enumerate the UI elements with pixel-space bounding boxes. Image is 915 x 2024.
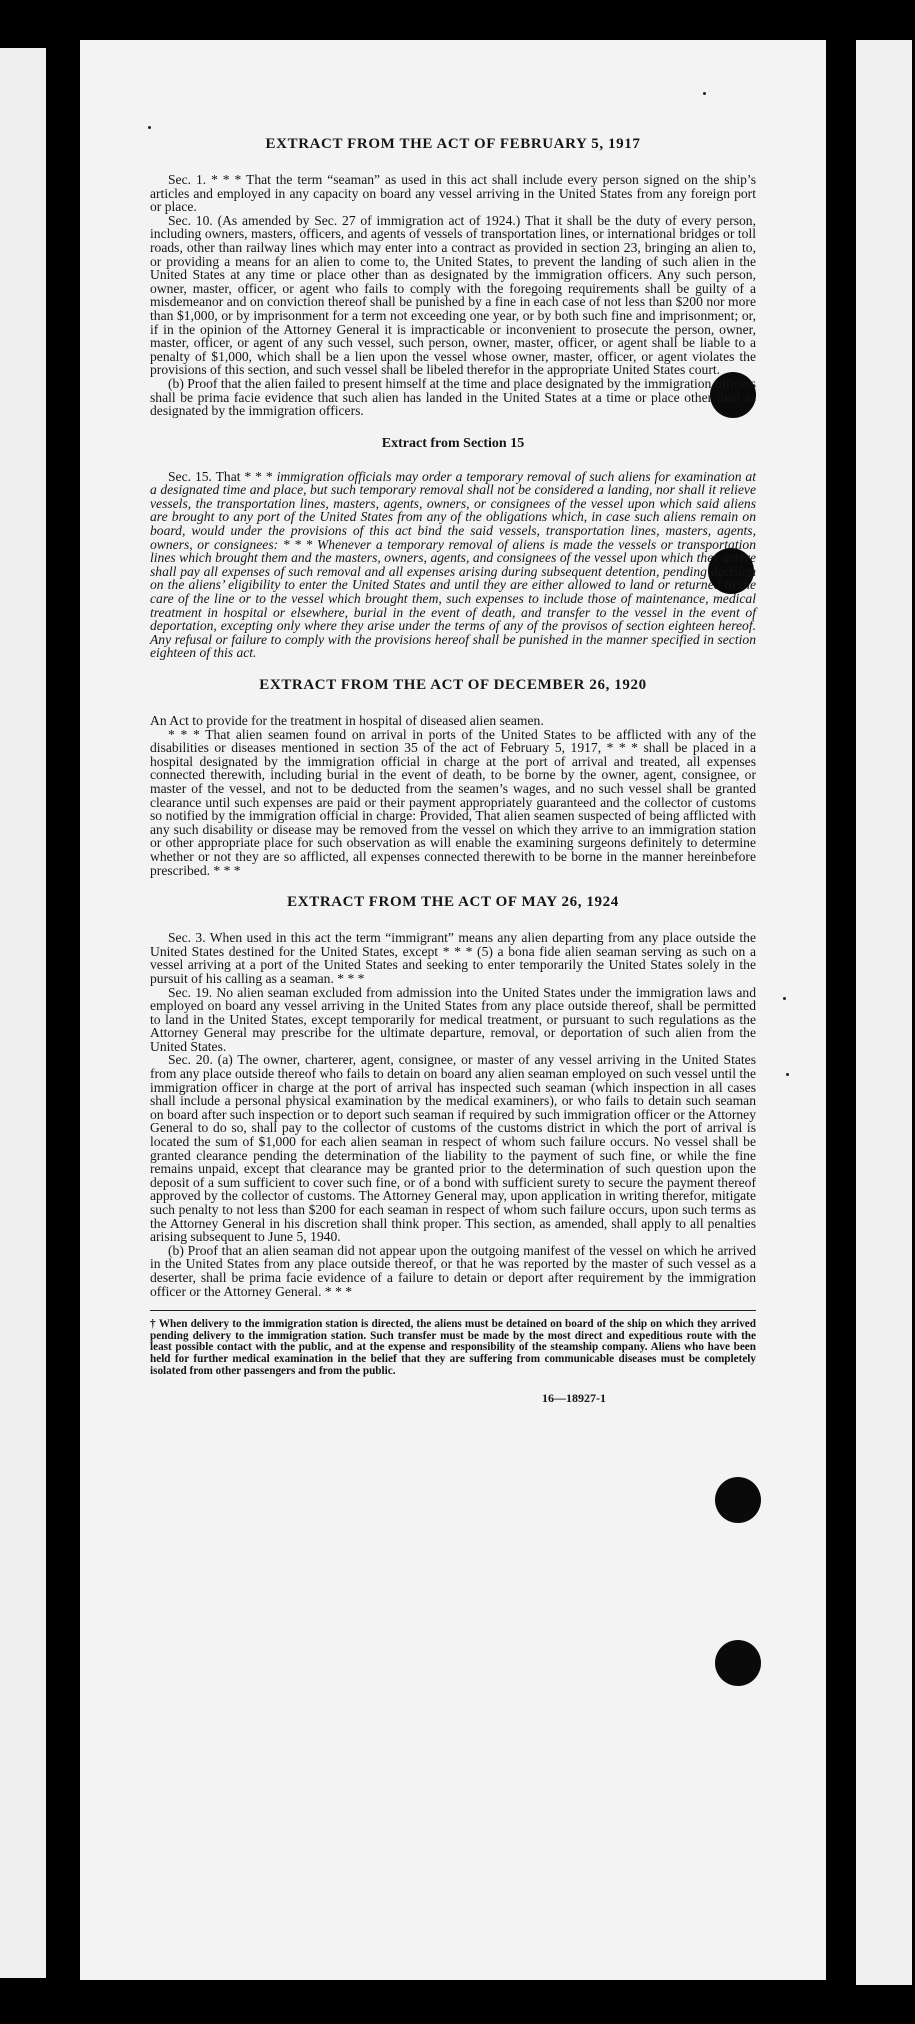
footnote-divider	[150, 1310, 756, 1311]
act-1920-body: * * * That alien seamen found on arrival in ports of the United States to be afflicted with any of the disabilities or diseases mentioned in section 35 of the act of February 5, 1917, * * * shall be placed in a hospital designated by the immigration official in charge at the port of arrival and treated, all expenses connected therewith, including burial in the event of death, to be borne by the owner, agent, consignee, or master of the vessel, and not to be deducted from the seamen’s wages, and no such vessel shall be granted clearance until such expenses are paid or their payment appropriately guaranteed and the collector of customs so notified by the immigration official in charge: Provided, That alien seamen suspected of being afflicted with any such disability or disease may be removed from the vessel on which they arrive to an immigration station or other appropriate place for such observation as will enable the examining surgeons definitely to determine whether or not they are so afflicted, all expenses connected therewith to be borne in the manner hereinbefore prescribed. * * *	[150, 726, 756, 878]
footnote-text: † When delivery to the immigration station is directed, the aliens must be detained on board of the ship on which they arrived pending delivery to the immigration station. Such transfer must be made by the most direct and expeditious route with the least possible contact with the public, and at the expense and responsibility of the steamship company. Aliens who have been held for further medical examination in the belief that they are suffering from communicable diseases must be completely isolated from other passengers and from the public.	[150, 1318, 756, 1377]
adjacent-page-left-edge	[0, 48, 46, 1978]
page-number: 16—18927-1	[542, 1391, 606, 1406]
section-20-a: Sec. 20. (a) The owner, charterer, agent, consignee, or master of any vessel arriving in the United States from any place outside thereof who fails to detain on board any alien seaman employed on such vessel until the immigration officer in charge at the port of arrival has inspected such seaman (which inspection in all cases shall include a personal physical examination by the medical examiners), or who fails to detain such seaman on board after such inspection or to deport such seaman if required by such immigration officer or the Attorney General to do so, shall pay to the collector of customs of the customs district in which the port of arrival is located the sum of $1,000 for each alien seaman in respect of whom such failure occurs. No vessel shall be granted clearance pending the determination of the liability to the payment of such fine, or while the fine remains unpaid, except that clearance may be granted prior to the determination of such question upon the deposit of a sum sufficient to cover such fine, or of a bond with sufficient surety to secure the payment thereof approved by the collector of customs. The Attorney General may, upon application in writing therefor, mitigate such penalty to not less than $200 for each seaman in respect of whom such failure occurs, upon such terms as the Attorney General in his discretion shall think proper. This section, as amended, shall apply to all penalties arising subsequent to June 5, 1940.	[150, 1052, 756, 1245]
section-10-b: (b) Proof that the alien failed to present himself at the time and place designated by the immigration officers shall be prima facie evidence that such alien has landed in the United States at a time or place other than as designated by the immigration officers.	[150, 375, 756, 419]
punch-hole	[715, 1640, 761, 1686]
section-15-body: immigration officials may order a temporary removal of such aliens for examination at a designated time and place, but such temporary removal shall not be considered a landing, nor shall it relieve vessels, the transportation lines, masters, agents, owners, or consignees of the vessel upon which said aliens are brought to any port of the United States from any of the obligations which, in case such aliens remain on board, would under the provisions of this act bind the said vessels, transportation lines, masters, agents, owners, or consignees: * * * Whenever a temporary removal of aliens is made the vessels or transportation lines which brought them and the masters, owners, agents, and consignees of the vessel upon which they arrive shall pay all expenses of such removal and all expenses arising during subsequent detention, pending decision on the aliens’ eligibility to enter the United States and until they are either allowed to land or returned to the care of the line or to the vessel which brought them, such expenses to include those of maintenance, medical treatment in hospital or elsewhere, burial in the event of death, and transfer to the vessel in the event of deportation, excepting only where they arise under the terms of any of the provisos of section eighteen hereof. Any refusal or failure to comply with the provisions hereof shall be punished in the manner specified in section eighteen of this act.	[150, 468, 757, 661]
section-20-b: (b) Proof that an alien seaman did not appear upon the outgoing manifest of the vessel on which he arrived in the United States from any place outside thereof, or that he was reported by the master of such vessel as a deserter, shall be prima facie evidence of a failure to detain or deport after requirement by the immigration officer or the Attorney General. * * *	[150, 1242, 756, 1299]
footnote	[150, 1319, 756, 1377]
scan-speck	[786, 1073, 789, 1076]
act-1920-title: An Act to provide for the treatment in hospital of diseased alien seamen.	[150, 713, 544, 728]
heading-act-1920: EXTRACT FROM THE ACT OF DECEMBER 26, 1920	[259, 677, 647, 693]
adjacent-page-right-edge	[856, 40, 912, 1985]
scan-speck	[703, 92, 706, 95]
scan-speck	[783, 997, 786, 1000]
heading-act-1917: EXTRACT FROM THE ACT OF FEBRUARY 5, 1917	[265, 136, 641, 152]
heading-act-1924: EXTRACT FROM THE ACT OF MAY 26, 1924	[287, 894, 619, 911]
subheading-section-15: Extract from Section 15	[381, 435, 525, 451]
section-15-lead: Sec. 15. That * * *	[168, 468, 277, 484]
document-body	[150, 135, 756, 1406]
section-1: Sec. 1. * * * That the term “seaman” as used in this act shall include every person signed on the ship’s articles and employed in any capacity on board any vessel arriving in the United States from any foreign port or place.	[150, 172, 756, 215]
punch-hole	[715, 1477, 761, 1523]
document-page	[80, 40, 826, 1980]
section-15	[150, 470, 756, 660]
section-19: Sec. 19. No alien seaman excluded from admission into the United States under the immigration laws and employed on board any vessel arriving in the United States from any place outside thereof, shall be permitted to land in the United States, except temporarily for medical treatment, or pursuant to such regulations as the Attorney General may prescribe for the ultimate departure, removal, or deportation of such alien from the United States.	[150, 984, 756, 1054]
section-3: Sec. 3. When used in this act the term “immigrant” means any alien departing from any place outside the United States destined for the United States, except * * * (5) a bona fide alien seaman serving as such on a vessel arriving at a port of the United States and seeking to enter temporarily the United States solely in the pursuit of his calling as a seaman. * * *	[150, 930, 756, 986]
section-10: Sec. 10. (As amended by Sec. 27 of immigration act of 1924.) That it shall be the duty of every person, including owners, masters, officers, and agents of vessels of transportation lines, or international bridges or toll roads, other than railway lines which may enter into a contract as provided in section 23, bringing an alien to, or providing a means for an alien to come to, the United States, to prevent the landing of such alien in the United States at any time or place other than as designated by the immigration officers. Any such person, owner, master, officer, or agent who fails to comply with the foregoing requirements shall be guilty of a misdemeanor and on conviction thereof shall be punished by a fine in each case of not less than $200 nor more than $1,000, or by imprisonment for a term not exceeding one year, or by both such fine and imprisonment; or, if in the opinion of the Attorney General it is impracticable or inconvenient to prosecute the person, owner, master, officer, or agent of any such vessel, such person, owner, master, officer, or agent shall be liable to a penalty of $1,000, which shall be a lien upon the vessel whose owner, master, officer, or agent violates the provisions of this section, and such vessel shall be libeled therefor in the appropriate United States court.	[150, 212, 756, 378]
scan-speck	[148, 126, 151, 129]
